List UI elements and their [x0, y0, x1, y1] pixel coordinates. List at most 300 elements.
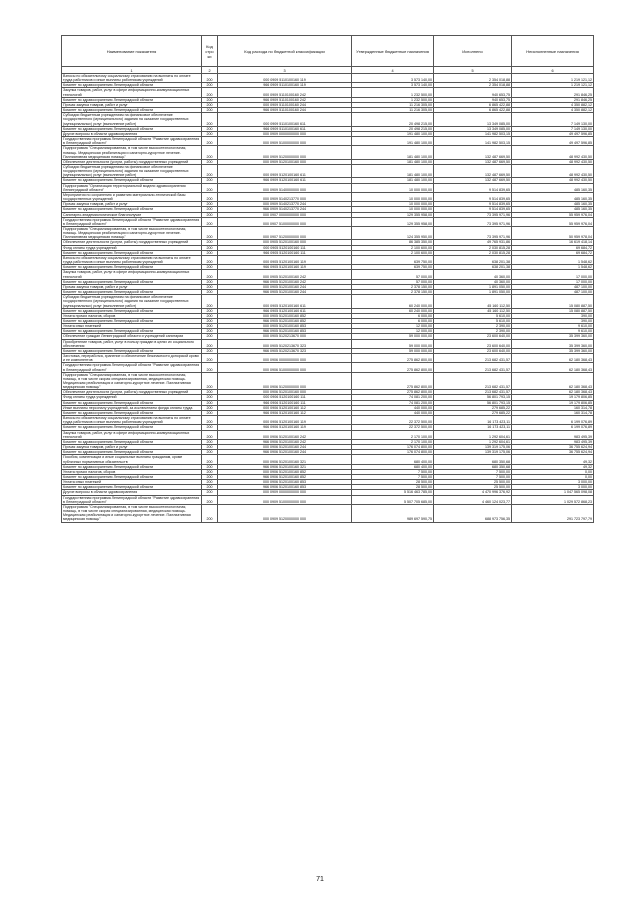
table-row — [62, 363, 594, 372]
budget-code-cell: 000 0909 5140000000 000 — [218, 183, 352, 192]
indicator-name-cell: Комитет по здравоохранению Ленинградской области — [62, 178, 202, 183]
line-code-cell: 200 — [202, 245, 218, 250]
approved-amount-cell: 440 000,00 — [352, 405, 434, 410]
line-code-cell: 200 — [202, 212, 218, 217]
indicator-name-cell: Пособия, компенсации и иные социальные выплаты гражданам, кроме публичных нормативных обязательств — [62, 455, 202, 464]
unexecuted-amount-cell: 4 350 882,12 — [512, 108, 594, 113]
unexecuted-amount-cell: 0,00 — [512, 474, 594, 479]
approved-amount-cell: 639 750,00 — [352, 265, 434, 270]
unexecuted-amount-cell: 160 314,78 — [512, 405, 594, 410]
executed-amount-cell: 25 500,00 — [434, 480, 512, 485]
line-code-cell: 200 — [202, 202, 218, 207]
budget-code-cell: 000 0906 5120000000 000 — [218, 372, 352, 390]
indicator-name-cell: Комитет по здравоохранению Ленинградской области — [62, 329, 202, 334]
table-row — [62, 504, 594, 522]
executed-amount-cell: 2 390,00 — [434, 324, 512, 329]
executed-amount-cell: 638 201,38 — [434, 265, 512, 270]
indicator-name-cell: Комитет по здравоохранению Ленинградской области — [62, 348, 202, 353]
line-code-cell: 200 — [202, 495, 218, 504]
line-code-cell: 200 — [202, 137, 218, 146]
executed-amount-cell: 940 653,75 — [434, 97, 512, 102]
unexecuted-amount-cell: 485 160,35 — [512, 183, 594, 192]
indicator-name-cell: Комитет по здравоохранению Ленинградской области — [62, 207, 202, 212]
budget-code-cell: 000 0907 0000000000 000 — [218, 212, 352, 217]
unexecuted-amount-cell: 485 160,35 — [512, 192, 594, 201]
executed-amount-cell: 680 350,68 — [434, 455, 512, 464]
unexecuted-amount-cell: 1 219 121,12 — [512, 74, 594, 83]
budget-execution-table — [61, 35, 594, 523]
approved-amount-cell: 10 000 000,00 — [352, 202, 434, 207]
executed-amount-cell: 213 682 431,57 — [434, 354, 512, 363]
executed-amount-cell: 213 682 431,57 — [434, 363, 512, 372]
executed-amount-cell: 16 173 423,11 — [434, 416, 512, 425]
line-code-cell: 200 — [202, 164, 218, 177]
indicator-name-cell: Фонд оплаты труда учреждений — [62, 395, 202, 400]
indicator-name-cell: Иные выплаты персоналу учреждений, за исключением фонда оплаты труда — [62, 405, 202, 410]
budget-code-cell: 966 0905 5120100160 119 — [218, 265, 352, 270]
unexecuted-amount-cell: 390,00 — [512, 318, 594, 323]
unexecuted-amount-cell: 36 755 624,94 — [512, 445, 594, 450]
unexecuted-amount-cell: 1 029 572 868,23 — [512, 495, 594, 504]
executed-amount-cell: 9 514 839,65 — [434, 192, 512, 201]
table-row — [62, 455, 594, 464]
unexecuted-amount-cell: 49 497 596,85 — [512, 137, 594, 146]
line-code-cell: 200 — [202, 88, 218, 97]
approved-amount-cell: 57 000,00 — [352, 270, 434, 279]
indicator-name-cell: Комитет по здравоохранению Ленинградской области — [62, 279, 202, 284]
unexecuted-amount-cell: 17 000,00 — [512, 270, 594, 279]
budget-code-cell: 000 0909 0000000000 000 — [218, 131, 352, 136]
unexecuted-amount-cell: 62 180 368,43 — [512, 372, 594, 390]
approved-amount-cell: 20 498 215,00 — [352, 126, 434, 131]
executed-amount-cell: 2 030 815,28 — [434, 250, 512, 255]
approved-amount-cell: 275 862 800,00 — [352, 363, 434, 372]
table-row — [62, 227, 594, 240]
executed-amount-cell: 688 973 756,35 — [434, 504, 512, 522]
indicator-name-cell: Прочая закупка товаров, работ и услуг — [62, 102, 202, 107]
indicator-name-cell: Закупка товаров, работ, услуг в сфере информационно-коммуникационных технологий — [62, 88, 202, 97]
line-code-cell: 200 — [202, 439, 218, 444]
table-row — [62, 295, 594, 308]
header-indicator-name: Наименование показателя — [62, 36, 202, 67]
indicator-name-cell: Взносы по обязательному социальному страхованию на выплаты по оплате труда работников и иные выплаты работникам учреждений — [62, 74, 202, 83]
indicator-name-cell: Уплата иных платежей — [62, 324, 202, 329]
budget-code-cell: 966 0906 5120100160 853 — [218, 485, 352, 490]
unexecuted-amount-cell: 9 610,00 — [512, 324, 594, 329]
budget-code-cell: 966 0905 5120100160 242 — [218, 279, 352, 284]
unexecuted-amount-cell: 49 497 596,85 — [512, 131, 594, 136]
unexecuted-amount-cell: 15 080 887,50 — [512, 295, 594, 308]
approved-amount-cell: 10 000 000,00 — [352, 192, 434, 201]
indicator-name-cell: Комитет по здравоохранению Ленинградской области — [62, 83, 202, 88]
unexecuted-amount-cell: 485 160,35 — [512, 202, 594, 207]
budget-code-cell: 000 0909 5100000000 000 — [218, 495, 352, 504]
line-code-cell: 200 — [202, 83, 218, 88]
column-number: 4 — [352, 67, 434, 74]
budget-code-cell: 000 0906 5120100160 853 — [218, 480, 352, 485]
budget-code-cell: 966 0906 5120100160 242 — [218, 439, 352, 444]
executed-amount-cell: 1 891 050,00 — [434, 290, 512, 295]
table-row — [62, 192, 594, 201]
budget-code-cell: 000 0906 5120100160 242 — [218, 430, 352, 439]
executed-amount-cell: 13 349 085,00 — [434, 126, 512, 131]
approved-amount-cell: 2 100 600,00 — [352, 250, 434, 255]
approved-amount-cell: 2 378 150,00 — [352, 290, 434, 295]
unexecuted-amount-cell: 35 399 360,00 — [512, 334, 594, 339]
budget-code-cell: 000 0909 5110100160 244 — [218, 102, 352, 107]
budget-code-cell: 000 0906 5120100160 111 — [218, 395, 352, 400]
approved-amount-cell: 28 500,00 — [352, 485, 434, 490]
budget-code-cell: 000 0905 5120100160 611 — [218, 295, 352, 308]
indicator-name-cell: Обеспечение деятельности (услуги, работы) государственных учреждений — [62, 159, 202, 164]
line-code-cell: 200 — [202, 485, 218, 490]
budget-code-cell: 000 0906 5120100160 112 — [218, 405, 352, 410]
unexecuted-amount-cell: 1 548,62 — [512, 255, 594, 264]
executed-amount-cell: 73 395 971,96 — [434, 212, 512, 217]
unexecuted-amount-cell: 50 959 978,04 — [512, 227, 594, 240]
executed-amount-cell: 5 610,00 — [434, 313, 512, 318]
unexecuted-amount-cell: 7 149 130,00 — [512, 113, 594, 126]
executed-amount-cell: 49 765 931,86 — [434, 240, 512, 245]
line-code-cell: 200 — [202, 126, 218, 131]
line-code-cell: 200 — [202, 217, 218, 226]
indicator-name-cell: Обеспечение деятельности (услуги, работы) государственных учреждений — [62, 240, 202, 245]
approved-amount-cell: 22 372 500,00 — [352, 425, 434, 430]
budget-code-cell: 000 0905 5120100160 242 — [218, 270, 352, 279]
executed-amount-cell: 2 354 018,88 — [434, 83, 512, 88]
unexecuted-amount-cell: 487 100,00 — [512, 290, 594, 295]
approved-amount-cell: 12 000,00 — [352, 329, 434, 334]
approved-amount-cell: 10 000 000,00 — [352, 207, 434, 212]
table-row — [62, 430, 594, 439]
executed-amount-cell: 1 891 050,00 — [434, 284, 512, 289]
table-row — [62, 416, 594, 425]
executed-amount-cell: 16 173 423,11 — [434, 425, 512, 430]
indicator-name-cell: Другие вопросы в области здравоохранения — [62, 490, 202, 495]
column-number-row — [62, 67, 594, 74]
approved-amount-cell: 191 480 100,00 — [352, 137, 434, 146]
table-row — [62, 164, 594, 177]
budget-code-cell: 966 0906 5120100160 112 — [218, 410, 352, 415]
line-code-cell: 200 — [202, 159, 218, 164]
approved-amount-cell: 59 000 000,00 — [352, 334, 434, 339]
header-executed: Исполнено — [434, 36, 512, 67]
executed-amount-cell: 6 865 422,88 — [434, 102, 512, 107]
line-code-cell: 200 — [202, 74, 218, 83]
executed-amount-cell: 7 500,00 — [434, 469, 512, 474]
budget-code-cell: 966 0905 5120100160 611 — [218, 308, 352, 313]
line-code-cell: 200 — [202, 324, 218, 329]
column-number: 6 — [512, 67, 594, 74]
executed-amount-cell: 6 865 422,88 — [434, 108, 512, 113]
unexecuted-amount-cell: 1 047 565 098,08 — [512, 490, 594, 495]
indicator-name-cell: Другие вопросы в области здравоохранения — [62, 131, 202, 136]
unexecuted-amount-cell: 48 992 430,50 — [512, 159, 594, 164]
executed-amount-cell: 1 292 604,61 — [434, 439, 512, 444]
indicator-name-cell: Уплата иных платежей — [62, 480, 202, 485]
budget-code-cell: 000 0906 5120100160 321 — [218, 455, 352, 464]
executed-amount-cell: 2 354 018,88 — [434, 74, 512, 83]
executed-amount-cell: 139 319 175,06 — [434, 450, 512, 455]
approved-amount-cell: 2 170 100,00 — [352, 439, 434, 444]
line-code-cell: 200 — [202, 318, 218, 323]
line-code-cell: 200 — [202, 178, 218, 183]
indicator-name-cell: Комитет по здравоохранению Ленинградской области — [62, 97, 202, 102]
unexecuted-amount-cell: 160 314,78 — [512, 410, 594, 415]
budget-code-cell: 000 0909 5120000000 000 — [218, 504, 352, 522]
approved-amount-cell: 59 000 000,00 — [352, 348, 434, 353]
indicator-name-cell: Подпрограмма "Специализированная, в том числе высокотехнологичная, помощь, в том числе скорая специализированная, медицинская помощь. Медицинская реабилитация и санаторно-курортное лечение. Паллиативная медицинская помощь" — [62, 504, 202, 522]
line-code-cell: 200 — [202, 250, 218, 255]
line-code-cell: 200 — [202, 308, 218, 313]
executed-amount-cell: 56 801 793,15 — [434, 395, 512, 400]
executed-amount-cell: 7 500,00 — [434, 474, 512, 479]
budget-code-cell: 000 0906 0000000000 000 — [218, 354, 352, 363]
executed-amount-cell: 9 514 839,65 — [434, 183, 512, 192]
indicator-name-cell: Комитет по здравоохранению Ленинградской области — [62, 318, 202, 323]
budget-code-cell: 000 0905 5120100160 000 — [218, 240, 352, 245]
approved-amount-cell: 6 000,00 — [352, 313, 434, 318]
line-code-cell: 200 — [202, 97, 218, 102]
approved-amount-cell: 639 750,00 — [352, 255, 434, 264]
budget-code-cell: 000 0905 5120100160 853 — [218, 324, 352, 329]
line-code-cell: 200 — [202, 131, 218, 136]
table-row — [62, 183, 594, 192]
line-code-cell: 200 — [202, 455, 218, 464]
table-row — [62, 372, 594, 390]
table-body — [62, 74, 594, 523]
executed-amount-cell: 5 610,00 — [434, 318, 512, 323]
executed-amount-cell: 132 487 669,50 — [434, 178, 512, 183]
indicator-name-cell: Комитет по здравоохранению Ленинградской области — [62, 425, 202, 430]
indicator-name-cell: Комитет по здравоохранению Ленинградской области — [62, 464, 202, 469]
approved-amount-cell: 124 355 950,00 — [352, 227, 434, 240]
line-code-cell: 200 — [202, 372, 218, 390]
budget-code-cell: 000 0909 5140213770 244 — [218, 202, 352, 207]
budget-code-cell: 000 0905 5120213670 000 — [218, 334, 352, 339]
budget-code-cell: 966 0909 5110100160 611 — [218, 126, 352, 131]
budget-code-cell: 000 0905 5120213670 323 — [218, 339, 352, 348]
approved-amount-cell: 6 000,00 — [352, 318, 434, 323]
line-code-cell: 200 — [202, 102, 218, 107]
indicator-name-cell: Комитет по здравоохранению Ленинградской области — [62, 108, 202, 113]
budget-code-cell: 000 0906 5120100160 852 — [218, 469, 352, 474]
executed-amount-cell: 23 600 640,00 — [434, 334, 512, 339]
budget-code-cell: 000 0909 5100000000 000 — [218, 137, 352, 146]
line-code-cell: 200 — [202, 430, 218, 439]
unexecuted-amount-cell: 983 495,39 — [512, 430, 594, 439]
indicator-name-cell: Подпрограмма "Специализированная, в том числе высокотехнологичная, помощь. Медицинская реабилитация и санаторно-курортное лечение. Паллиативная медицинская помощь" — [62, 146, 202, 159]
approved-amount-cell: 5 507 705 685,00 — [352, 495, 434, 504]
indicator-name-cell: Фонд оплаты труда учреждений — [62, 245, 202, 250]
line-code-cell: 200 — [202, 240, 218, 245]
indicator-name-cell: Подпрограмма "Специализированная, в том числе высокотехнологичная, помощь. Медицинская реабилитация и санаторно-курортное лечение. Паллиативная медицинская помощь" — [62, 227, 202, 240]
approved-amount-cell: 20 498 215,00 — [352, 113, 434, 126]
budget-code-cell: 000 0907 5120000000 000 — [218, 227, 352, 240]
indicator-name-cell: Субсидии бюджетным учреждениям на финансовое обеспечение государственного (муниципального) задания на оказание государственных (муниципальных) услуг (выполнение работ) — [62, 113, 202, 126]
indicator-name-cell: Обеспечение деятельности (услуги, работы) государственных учреждений — [62, 390, 202, 395]
approved-amount-cell: 74 081 200,00 — [352, 400, 434, 405]
unexecuted-amount-cell: 17 000,00 — [512, 279, 594, 284]
budget-code-cell: 000 0906 5120100160 000 — [218, 390, 352, 395]
budget-code-cell: 966 0905 5120100160 111 — [218, 250, 352, 255]
line-code-cell: 200 — [202, 295, 218, 308]
unexecuted-amount-cell: 69 684,72 — [512, 245, 594, 250]
executed-amount-cell: 213 682 431,57 — [434, 372, 512, 390]
indicator-name-cell: Мероприятия по сохранению и развитию материально-технической базы государственных учреждений — [62, 192, 202, 201]
budget-code-cell: 966 0906 5120100160 321 — [218, 464, 352, 469]
approved-amount-cell: 181 480 100,00 — [352, 146, 434, 159]
executed-amount-cell: 213 682 431,57 — [434, 390, 512, 395]
indicator-name-cell: Уплата прочих налогов, сборов — [62, 313, 202, 318]
indicator-name-cell: Комитет по здравоохранению Ленинградской области — [62, 265, 202, 270]
line-code-cell: 200 — [202, 334, 218, 339]
indicator-name-cell: Комитет по здравоохранению Ленинградской области — [62, 126, 202, 131]
unexecuted-amount-cell: 16 619 418,14 — [512, 240, 594, 245]
indicator-name-cell: Государственная программа Ленинградской области "Развитие здравоохранения в Ленинградской области" — [62, 217, 202, 226]
budget-code-cell: 966 0905 5120213670 323 — [218, 348, 352, 353]
line-code-cell: 200 — [202, 265, 218, 270]
indicator-name-cell: Уплата прочих налогов, сборов — [62, 469, 202, 474]
line-code-cell: 200 — [202, 255, 218, 264]
unexecuted-amount-cell: 983 495,39 — [512, 439, 594, 444]
unexecuted-amount-cell: 291 846,25 — [512, 97, 594, 102]
indicator-name-cell: Приобретение товаров, работ, услуг в пользу граждан в целях их социального обеспечения — [62, 339, 202, 348]
approved-amount-cell: 275 862 800,00 — [352, 372, 434, 390]
approved-amount-cell: 1 232 500,00 — [352, 97, 434, 102]
unexecuted-amount-cell: 390,00 — [512, 313, 594, 318]
header-approved-appropriations: Утвержденные бюджетные назначения — [352, 36, 434, 67]
unexecuted-amount-cell: 1 219 121,12 — [512, 83, 594, 88]
approved-amount-cell: 11 216 305,00 — [352, 108, 434, 113]
table-row — [62, 137, 594, 146]
indicator-name-cell: Государственная программа Ленинградской области "Развитие здравоохранения в Ленинградской области" — [62, 363, 202, 372]
line-code-cell: 200 — [202, 400, 218, 405]
line-code-cell: 200 — [202, 348, 218, 353]
unexecuted-amount-cell: 15 080 887,50 — [512, 308, 594, 313]
line-code-cell: 200 — [202, 405, 218, 410]
table-row — [62, 146, 594, 159]
line-code-cell: 200 — [202, 464, 218, 469]
unexecuted-amount-cell: 55 959 976,04 — [512, 212, 594, 217]
indicator-name-cell: Взносы по обязательному социальному страхованию на выплаты по оплате труда работников и иные выплаты работникам учреждений — [62, 416, 202, 425]
executed-amount-cell: 279 685,22 — [434, 405, 512, 410]
approved-amount-cell: 129 355 958,00 — [352, 217, 434, 226]
unexecuted-amount-cell: 49,32 — [512, 464, 594, 469]
unexecuted-amount-cell: 19 179 806,85 — [512, 400, 594, 405]
executed-amount-cell: 638 201,38 — [434, 255, 512, 264]
budget-code-cell: 000 0909 5120000000 000 — [218, 146, 352, 159]
line-code-cell: 200 — [202, 395, 218, 400]
budget-code-cell: 966 0909 5110100160 244 — [218, 108, 352, 113]
approved-amount-cell: 680 400,00 — [352, 455, 434, 464]
budget-code-cell: 000 0909 5120100160 000 — [218, 159, 352, 164]
approved-amount-cell: 86 385 350,00 — [352, 240, 434, 245]
unexecuted-amount-cell: 0,00 — [512, 469, 594, 474]
unexecuted-amount-cell: 1 548,62 — [512, 265, 594, 270]
unexecuted-amount-cell: 35 399 360,00 — [512, 348, 594, 353]
approved-amount-cell: 28 500,00 — [352, 480, 434, 485]
executed-amount-cell: 73 395 971,96 — [434, 227, 512, 240]
line-code-cell: 200 — [202, 183, 218, 192]
approved-amount-cell: 10 000 000,00 — [352, 183, 434, 192]
executed-amount-cell: 25 500,00 — [434, 485, 512, 490]
unexecuted-amount-cell: 3 000,00 — [512, 480, 594, 485]
line-code-cell: 200 — [202, 469, 218, 474]
approved-amount-cell: 74 081 200,00 — [352, 395, 434, 400]
executed-amount-cell: 4 470 996 376,92 — [434, 490, 512, 495]
executed-amount-cell: 141 982 503,15 — [434, 131, 512, 136]
table-row — [62, 354, 594, 363]
budget-code-cell: 000 0909 5110100160 242 — [218, 88, 352, 97]
indicator-name-cell: Комитет по здравоохранению Ленинградской области — [62, 410, 202, 415]
executed-amount-cell: 13 349 085,00 — [434, 113, 512, 126]
executed-amount-cell: 279 685,22 — [434, 410, 512, 415]
executed-amount-cell: 45 160 112,50 — [434, 308, 512, 313]
approved-amount-cell: 275 862 800,00 — [352, 390, 434, 395]
table-row — [62, 88, 594, 97]
budget-code-cell: 000 0906 5120100160 119 — [218, 416, 352, 425]
budget-code-cell: 966 0905 5120100160 853 — [218, 329, 352, 334]
table-row — [62, 217, 594, 226]
column-number: 1 — [62, 67, 202, 74]
approved-amount-cell: 2 378 150,00 — [352, 284, 434, 289]
unexecuted-amount-cell: 35 399 360,00 — [512, 339, 594, 348]
page-number: 71 — [316, 876, 324, 883]
indicator-name-cell: Комитет по здравоохранению Ленинградской области — [62, 474, 202, 479]
line-code-cell: 200 — [202, 207, 218, 212]
line-code-cell: 200 — [202, 410, 218, 415]
budget-code-cell: 000 0909 0000000000 000 — [218, 490, 352, 495]
line-code-cell: 200 — [202, 390, 218, 395]
line-code-cell: 200 — [202, 416, 218, 425]
executed-amount-cell: 2 390,00 — [434, 329, 512, 334]
approved-amount-cell: 275 862 800,00 — [352, 354, 434, 363]
budget-code-cell: 000 0905 5120100160 119 — [218, 255, 352, 264]
indicator-name-cell: Государственная программа Ленинградской области "Развитие здравоохранения в Ленинградской области" — [62, 137, 202, 146]
unexecuted-amount-cell: 49,32 — [512, 455, 594, 464]
approved-amount-cell: 129 355 958,00 — [352, 212, 434, 217]
executed-amount-cell: 1 292 604,61 — [434, 430, 512, 439]
line-code-cell: 200 — [202, 113, 218, 126]
indicator-name-cell: Подпрограмма "Специализированная, в том числе высокотехнологичная, помощь, в том числе скорая специализированная, медицинская помощь. Медицинская реабилитация и санаторно-курортное лечение. Паллиативная медицинская помощь" — [62, 372, 202, 390]
unexecuted-amount-cell: 291 846,25 — [512, 88, 594, 97]
budget-code-cell: 000 0909 5140213770 000 — [218, 192, 352, 201]
indicator-name-cell: Субсидии бюджетным учреждениям на финансовое обеспечение государственного (муниципального) задания на оказание государственных (муниципальных) услуг (выполнение работ) — [62, 164, 202, 177]
table-row — [62, 339, 594, 348]
unexecuted-amount-cell: 9 610,00 — [512, 329, 594, 334]
indicator-name-cell: Закупка товаров, работ, услуг в сфере информационно-коммуникационных технологий — [62, 430, 202, 439]
approved-amount-cell: 1 232 500,00 — [352, 88, 434, 97]
column-number: 2 — [202, 67, 218, 74]
approved-amount-cell: 181 480 100,00 — [352, 178, 434, 183]
line-code-cell: 200 — [202, 108, 218, 113]
executed-amount-cell: 9 514 839,65 — [434, 207, 512, 212]
executed-amount-cell: 56 801 793,15 — [434, 400, 512, 405]
indicator-name-cell: Прочая закупка товаров, работ и услуг — [62, 284, 202, 289]
unexecuted-amount-cell: 62 180 368,43 — [512, 390, 594, 395]
executed-amount-cell: 23 600 640,00 — [434, 339, 512, 348]
budget-code-cell: 966 0906 5120100160 852 — [218, 474, 352, 479]
line-code-cell: 200 — [202, 227, 218, 240]
line-code-cell: 200 — [202, 425, 218, 430]
line-code-cell: 200 — [202, 313, 218, 318]
header-unexecuted: Неисполненные назначения — [512, 36, 594, 67]
indicator-name-cell: Комитет по здравоохранению Ленинградской области — [62, 485, 202, 490]
executed-amount-cell: 40 360,00 — [434, 279, 512, 284]
approved-amount-cell: 181 480 100,00 — [352, 164, 434, 177]
table-row — [62, 113, 594, 126]
